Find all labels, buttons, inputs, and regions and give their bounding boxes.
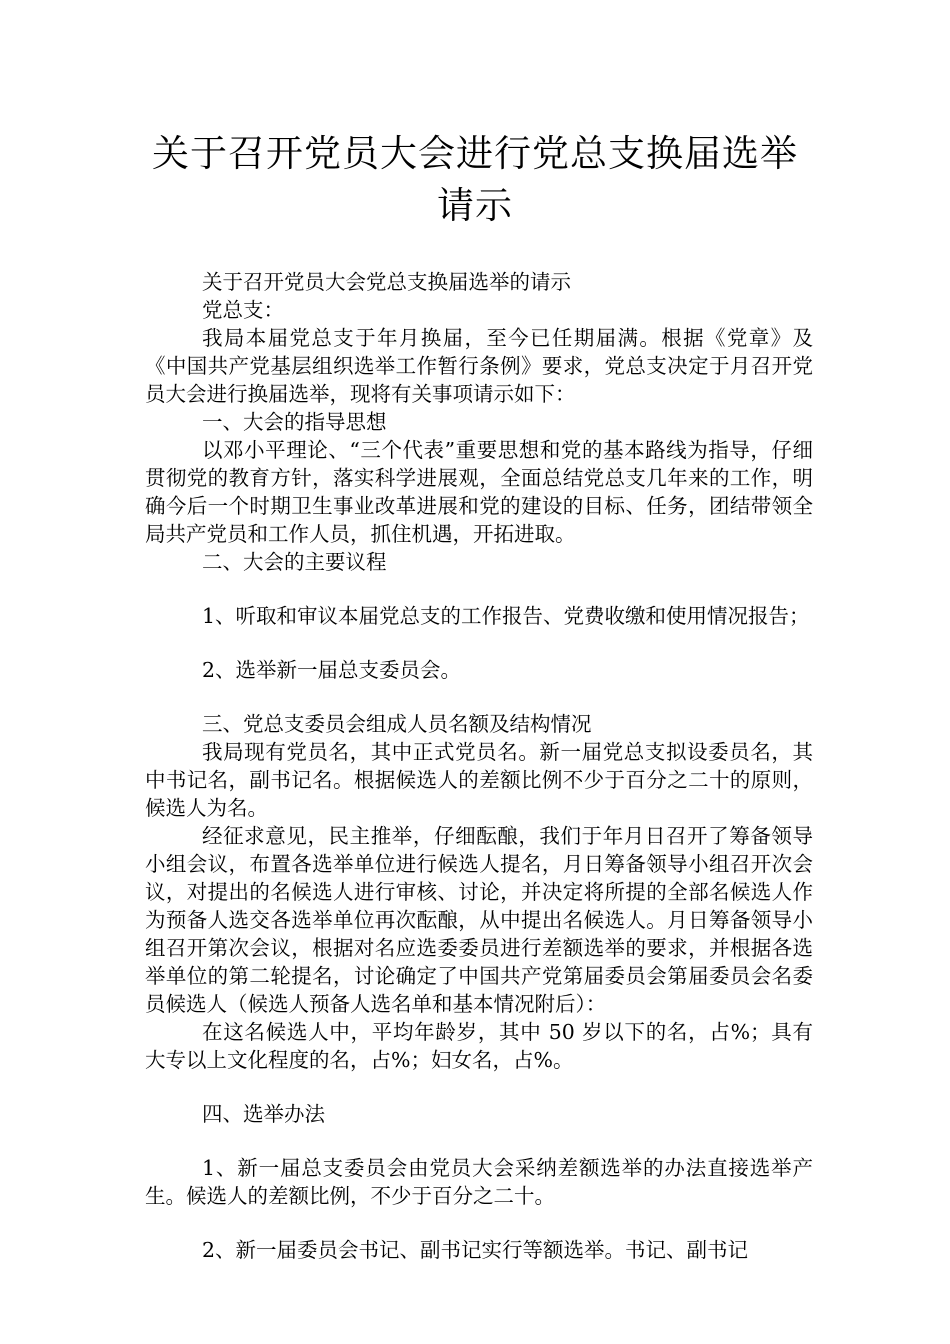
- section3-para1: 我局现有党员名，其中正式党员名。新一届党总支拟设委员名，其中书记名，副书记名。根据候选人的差额比例不少于百分之二十的原则，候选人为名。: [145, 740, 813, 820]
- document-title: 关于召开党员大会进行党总支换届选举请示: [152, 132, 798, 227]
- paragraph-gap: [145, 1210, 813, 1236]
- section3-para3: 在这名候选人中，平均年龄岁，其中 50 岁以下的名，占%；具有大专以上文化程度的名，占%；妇女名，占%。: [145, 1020, 813, 1072]
- section1-heading: 一、大会的指导思想: [202, 410, 387, 434]
- intro-paragraph: 我局本届党总支于年月换届，至今已任期届满。根据《党章》及《中国共产党基层组织选举工作暂行条例》要求，党总支决定于月召开党员大会进行换届选举，现将有关事项请示如下：: [145, 326, 813, 406]
- section4-item2: 2、新一届委员会书记、副书记实行等额选举。书记、副书记: [202, 1238, 749, 1262]
- document-body: [145, 268, 813, 1264]
- paragraph-gap: [145, 1128, 813, 1154]
- paragraph-gap: [145, 1074, 813, 1100]
- section3-heading: 三、党总支委员会组成人员名额及结构情况: [202, 712, 592, 736]
- section2-item2: 2、选举新一届总支委员会。: [202, 658, 462, 682]
- paragraph-gap: [145, 684, 813, 710]
- section4-item1: 1、新一届总支委员会由党员大会采纳差额选举的办法直接选举产生。候选人的差额比例，不少于百分之二十。: [145, 1156, 813, 1208]
- section2-item1: 1、听取和审议本届党总支的工作报告、党费收缴和使用情况报告；: [202, 604, 810, 628]
- paragraph-gap: [145, 576, 813, 602]
- salutation: 党总支：: [202, 298, 284, 322]
- subtitle-heading: 关于召开党员大会党总支换届选举的请示: [202, 270, 571, 294]
- section1-body: 以邓小平理论、“三个代表”重要思想和党的基本路线为指导，仔细贯彻党的教育方针，落实科学进展观，全面总结党总支几年来的工作，明确今后一个时期卫生事业改革进展和党的建设的目标、任务，团结带领全局共产党员和工作人员，抓住机遇，开拓进取。: [145, 438, 813, 546]
- section4-heading: 四、选举办法: [202, 1102, 325, 1126]
- section2-heading: 二、大会的主要议程: [202, 550, 387, 574]
- section3-para2: 经征求意见，民主推举，仔细酝酿，我们于年月日召开了筹备领导小组会议，布置各选举单位进行候选人提名，月日筹备领导小组召开次会议，对提出的名候选人进行审核、讨论，并决定将所提的全部名候选人作为预备人选交各选举单位再次酝酿，从中提出名候选人。月日筹备领导小组召开第次会议，根据对名应选委委员进行差额选举的要求，并根据各选举单位的第二轮提名，讨论确定了中国共产党第届委员会第届委员会名委员候选人（候选人预备人选名单和基本情况附后）：: [145, 824, 813, 1016]
- paragraph-gap: [145, 630, 813, 656]
